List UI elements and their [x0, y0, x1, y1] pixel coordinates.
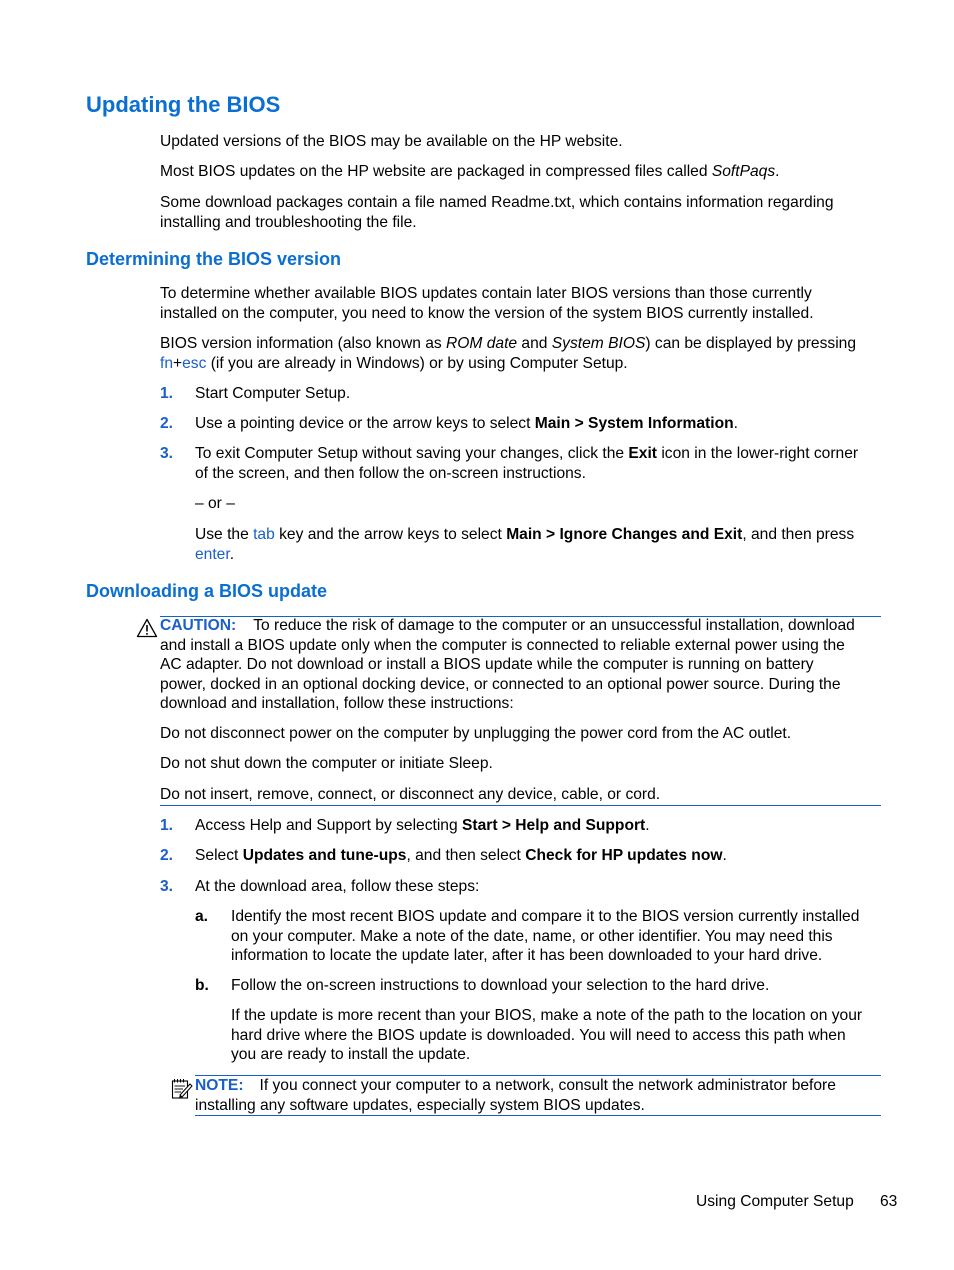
substep-paragraph	[231, 1006, 862, 1065]
step-text-part: , and then press	[742, 526, 855, 543]
step-text-part: To exit Computer Setup without saving your changes, click the	[195, 445, 629, 462]
menu-path: Start > Help and Support	[461, 817, 646, 834]
section-heading-download: Downloading a BIOS update	[86, 581, 328, 601]
para-line: To determine whether available BIOS updates contain later BIOS versions than those currently	[160, 285, 812, 302]
updates-term: Updates and tune-ups	[242, 847, 407, 864]
page-title: Updating the BIOS	[86, 92, 281, 117]
exit-term: Exit	[628, 445, 657, 462]
esc-key: esc	[182, 354, 207, 372]
intro-text: Most BIOS updates on the HP website are packaged in compressed files called	[160, 163, 712, 180]
caution-line: AC adapter. Do not download or install a BIOS update while the computer is running on battery	[160, 656, 814, 673]
caution-line: power, docked in an optional docking device, or connected to an optional power source. During the	[160, 675, 841, 693]
intro-paragraph-1: Updated versions of the BIOS may be available on the HP website.	[160, 133, 623, 150]
step-text-part: .	[645, 817, 650, 834]
step-text-part: Select	[195, 847, 243, 864]
enter-key: enter	[195, 545, 230, 563]
intro-line: installing and troubleshooting the file.	[160, 213, 417, 231]
caution-label: CAUTION:	[160, 617, 237, 634]
substep-line: Identify the most recent BIOS update and compare it to the BIOS version currently installed	[231, 908, 860, 925]
substep-letter: b.	[195, 977, 209, 994]
note-block	[195, 1076, 895, 1115]
note-bottom-rule	[195, 1115, 881, 1116]
step-number: 1.	[160, 385, 174, 402]
caution-line: download and installation, follow these instructions:	[160, 695, 514, 712]
step-text-part: Use a pointing device or the arrow keys to select	[195, 415, 535, 432]
substep-text: Follow the on-screen instructions to download your selection to the hard drive.	[231, 977, 770, 994]
note-pad-icon	[170, 1077, 194, 1101]
section-heading-bios-version: Determining the BIOS version	[86, 249, 342, 269]
note-line: If you connect your computer to a network, consult the network administrator before	[259, 1077, 836, 1094]
caution-block	[160, 616, 890, 714]
warning-triangle-icon	[136, 618, 158, 638]
step-text	[195, 414, 738, 434]
intro-period: .	[775, 163, 780, 180]
step-text: Start Computer Setup.	[195, 385, 351, 402]
step-text-part: icon in the lower-right corner	[657, 445, 859, 462]
caution-line: To reduce the risk of damage to the computer or an unsuccessful installation, download	[253, 617, 855, 634]
substep-text	[231, 907, 859, 966]
softpaqs-term: SoftPaqs	[711, 163, 776, 180]
caution-bottom-rule	[160, 805, 881, 806]
step-text-part: .	[722, 847, 727, 864]
plus-sign: +	[173, 354, 183, 372]
caution-paragraph: Do not shut down the computer or initiate Sleep.	[160, 755, 493, 772]
para-text: and	[517, 335, 552, 352]
step-number: 1.	[160, 817, 174, 834]
bios-version-paragraph-2	[160, 334, 856, 373]
step-text-part: key and the arrow keys to select	[274, 526, 507, 543]
intro-line: Some download packages contain a file named Readme.txt, which contains information regarding	[160, 194, 834, 211]
substep-line: If the update is more recent than your BIOS, make a note of the path to the location on your	[231, 1007, 863, 1024]
step-number: 2.	[160, 847, 174, 864]
alternate-step	[195, 525, 854, 564]
menu-path: Main > System Information	[534, 415, 734, 432]
para-text: BIOS version information (also known as	[160, 335, 447, 352]
page-number: 63	[880, 1193, 898, 1210]
step-number: 3.	[160, 878, 174, 895]
tab-key: tab	[253, 526, 275, 543]
menu-path: Main > Ignore Changes and Exit	[506, 526, 743, 543]
step-text	[195, 816, 650, 836]
substep-line: information to locate the update later, after it has been downloaded to your hard drive.	[231, 947, 823, 964]
or-separator: – or –	[195, 495, 235, 512]
substep-line: hard drive where the BIOS update is downloaded. You will need to access this path when	[231, 1026, 846, 1044]
note-line: installing any software updates, especially system BIOS updates.	[195, 1096, 645, 1114]
step-number: 3.	[160, 445, 174, 462]
step-text-part: Use the	[195, 526, 254, 543]
step-text	[195, 444, 858, 483]
step-text	[195, 846, 727, 866]
step-text: At the download area, follow these steps:	[195, 878, 480, 895]
intro-paragraph-2	[160, 162, 779, 182]
para-text: (if you are already in Windows) or by using Computer Setup.	[206, 354, 628, 372]
substep-line: on your computer. Make a note of the date, name, or other identifier. You may need this	[231, 927, 833, 945]
step-text-part: .	[229, 545, 235, 563]
substep-line: you are ready to install the update.	[231, 1046, 471, 1063]
note-label: NOTE:	[195, 1077, 244, 1094]
footer-section-title: Using Computer Setup	[696, 1193, 854, 1210]
bios-version-paragraph-1	[160, 284, 814, 323]
para-line: installed on the computer, you need to know the version of the system BIOS currently installed.	[160, 304, 814, 322]
intro-paragraph-3	[160, 193, 834, 232]
caution-line: and install a BIOS update only when the computer is connected to reliable external power using the	[160, 636, 845, 654]
step-text-part: .	[733, 415, 738, 432]
caution-paragraph: Do not disconnect power on the computer by unplugging the power cord from the AC outlet.	[160, 725, 792, 742]
para-text: ) can be displayed by pressing	[645, 335, 857, 352]
check-updates-term: Check for HP updates now	[525, 847, 723, 864]
substep-letter: a.	[195, 908, 209, 925]
step-text-part: of the screen, and then follow the on-screen instructions.	[195, 464, 586, 482]
fn-key: fn	[160, 354, 174, 372]
step-text-part: , and then select	[406, 847, 526, 864]
step-text-part: Access Help and Support by selecting	[195, 817, 462, 834]
rom-date-term: ROM date	[446, 335, 518, 352]
system-bios-term: System BIOS	[551, 335, 646, 352]
step-number: 2.	[160, 415, 174, 432]
caution-paragraph: Do not insert, remove, connect, or disconnect any device, cable, or cord.	[160, 786, 661, 803]
